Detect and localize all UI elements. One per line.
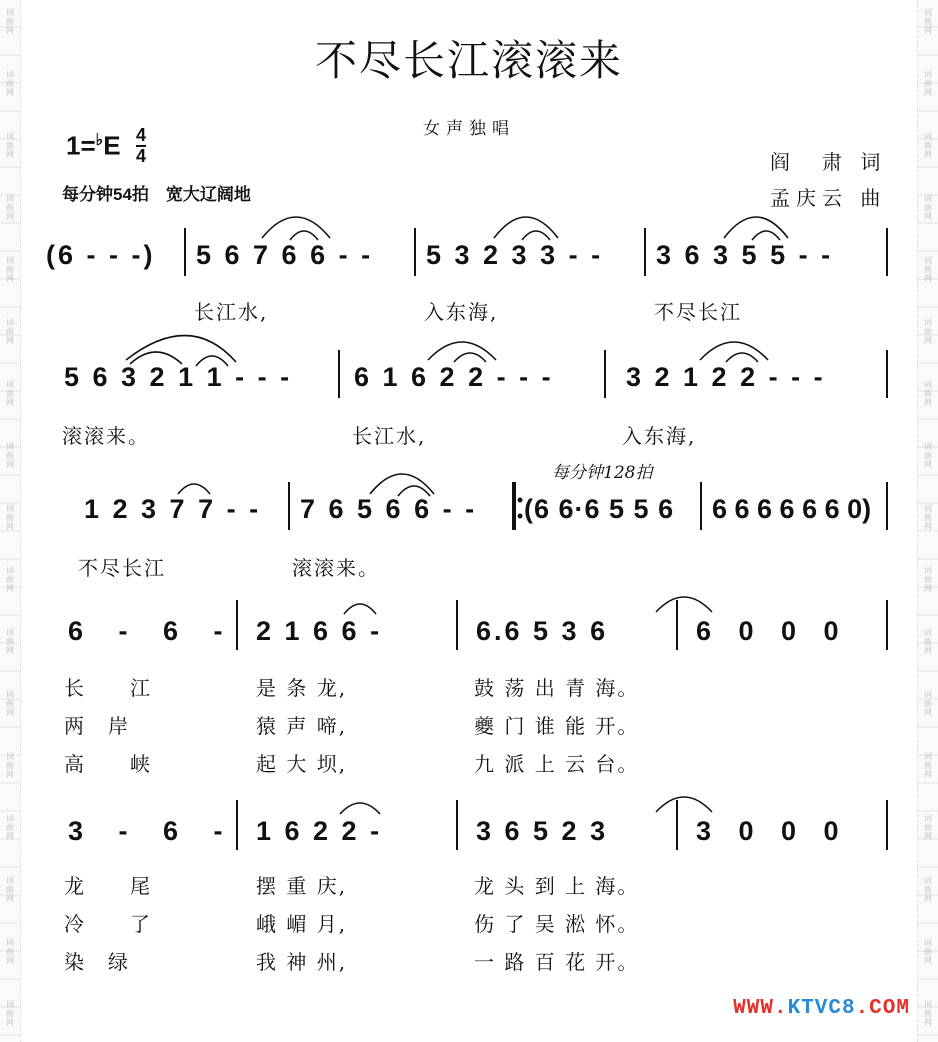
measure-notes: 1 6 2 2 - <box>256 816 383 846</box>
measure-notes: 3 6 3 5 5 - - <box>656 240 834 270</box>
sidebar-watermark-text: 词 曲 网 <box>6 132 14 159</box>
tie <box>522 231 550 240</box>
sidebar-watermark-text: 词 曲 网 <box>6 504 14 531</box>
verse-lyric: 我 神 州, <box>256 950 348 974</box>
watermark-prefix: WWW. <box>733 997 788 1020</box>
lyric: 长江水, <box>194 300 269 324</box>
verse-lyric: 两 岸 <box>64 714 130 738</box>
sidebar-watermark-text: 词 曲 网 <box>6 690 14 717</box>
sidebar-watermark-text: 词 曲 网 <box>6 566 14 593</box>
tie <box>454 353 486 362</box>
sidebar-watermark-text: 词 曲 网 <box>924 132 932 159</box>
measure-notes: 5 6 7 6 6 - - <box>196 240 374 270</box>
sidebar-watermark-text: 词 曲 网 <box>6 194 14 221</box>
lyric: 入东海, <box>622 424 697 448</box>
tie <box>290 231 318 240</box>
flat-sign: ♭ <box>95 132 104 149</box>
verse-lyric: 冷 了 <box>64 912 152 936</box>
sidebar-watermark-text: 词 曲 网 <box>6 442 14 469</box>
watermark-brand: KTVC8 <box>787 997 856 1020</box>
lyricist-credit: 阎 肃 词 <box>770 150 887 174</box>
sidebar-watermark-text: 词 曲 网 <box>924 876 932 903</box>
measure-notes: 3 6 5 2 3 <box>476 816 609 846</box>
sidebar-watermark-text: 词 曲 网 <box>6 380 14 407</box>
sidebar-watermark-text: 词 曲 网 <box>6 876 14 903</box>
measure-notes: 1 2 3 7 7 - - <box>84 494 262 524</box>
measure-notes: 6 1 6 2 2 - - - <box>354 362 554 392</box>
tempo-marking: 每分钟54拍 宽大辽阔地 <box>62 185 251 204</box>
slur <box>130 352 182 364</box>
sidebar-watermark-text: 词 曲 网 <box>6 1000 14 1027</box>
verse-lyric: 龙 头 到 上 海。 <box>474 874 640 898</box>
sidebar-watermark-text: 词 曲 网 <box>6 938 14 965</box>
sidebar-watermark-text: 词 曲 网 <box>6 256 14 283</box>
watermark-suffix: .COM <box>855 997 910 1020</box>
verse-lyric: 摆 重 庆, <box>256 874 348 898</box>
lyric: 不尽长江 <box>654 300 742 324</box>
verse-lyric: 龙 尾 <box>64 874 152 898</box>
tie <box>344 604 376 614</box>
verse-lyric: 峨 嵋 月, <box>256 912 348 936</box>
sidebar-watermark-text: 词 曲 网 <box>924 690 932 717</box>
measure-notes: 6.6 5 3 6 <box>476 616 609 646</box>
sidebar-watermark-text: 词 曲 网 <box>924 318 932 345</box>
sidebar-watermark-text: 词 曲 网 <box>924 938 932 965</box>
sidebar-watermark-text: 词 曲 网 <box>924 70 932 97</box>
slur <box>700 342 768 360</box>
measure-notes: 5 6 3 2 1 1 - - - <box>64 362 293 392</box>
measure-notes: (6 6·6 5 5 6 <box>524 494 675 524</box>
song-title: 不尽长江滚滚来 <box>314 36 623 85</box>
sidebar-watermark-text: 词 曲 网 <box>6 814 14 841</box>
tempo-change-marking: 每分钟128拍 <box>552 463 653 483</box>
meter-top: 4 <box>136 125 147 145</box>
measure-notes: 3 - 6 - <box>68 816 237 846</box>
sidebar-watermark-text: 词 曲 网 <box>6 70 14 97</box>
measure-notes: 3 2 1 2 2 - - - <box>626 362 826 392</box>
sidebar-watermark-text: 词 曲 网 <box>6 628 14 655</box>
tie <box>398 486 430 496</box>
verse-lyric: 染 绿 <box>64 950 130 974</box>
sidebar-watermark-text: 词 曲 网 <box>924 566 932 593</box>
tie <box>752 231 780 240</box>
meter-bottom: 4 <box>136 146 147 166</box>
performance-type: 女声独唱 <box>423 119 515 139</box>
verse-lyric: 猿 声 啼, <box>256 714 348 738</box>
verse-lyric: 伤 了 吴 淞 怀。 <box>474 912 640 936</box>
sidebar-watermark-text: 词 曲 网 <box>924 752 932 779</box>
measure-notes: 6 - 6 - <box>68 616 237 646</box>
sidebar-watermark-text: 词 曲 网 <box>924 194 932 221</box>
sidebar-watermark-text: 词 曲 网 <box>6 8 14 35</box>
verse-lyric: 起 大 坝, <box>256 752 348 776</box>
measure-notes: 7 6 5 6 6 - - <box>300 494 478 524</box>
sidebar-watermark-text: 词 曲 网 <box>924 504 932 531</box>
sidebar-watermark-text: 词 曲 网 <box>924 628 932 655</box>
sidebar-watermark-text: 词 曲 网 <box>6 318 14 345</box>
measure-notes: 6 0 0 0 <box>696 616 849 646</box>
verse-lyric: 夔 门 谁 能 开。 <box>474 714 640 738</box>
verse-lyric: 长 江 <box>64 676 152 700</box>
verse-lyric: 一 路 百 花 开。 <box>474 950 640 974</box>
slur <box>656 597 712 612</box>
tie <box>726 353 758 362</box>
sidebar-watermark-text: 词 曲 网 <box>924 1000 932 1027</box>
sidebar-watermark-text: 词 曲 网 <box>924 380 932 407</box>
sidebar-watermark-text: 词 曲 网 <box>6 752 14 779</box>
measure-notes: 5 3 2 3 3 - - <box>426 240 604 270</box>
sidebar-watermark-text: 词 曲 网 <box>924 442 932 469</box>
measure-notes: 3 0 0 0 <box>696 816 849 846</box>
lyric: 入东海, <box>424 300 499 324</box>
sidebar-watermark-text: 词 曲 网 <box>924 256 932 283</box>
site-watermark <box>733 997 910 1020</box>
measure-notes: (6 - - -) <box>46 240 156 270</box>
composer-credit: 孟庆云 曲 <box>770 186 887 210</box>
lyric: 滚滚来。 <box>292 556 380 580</box>
verse-lyric: 高 峡 <box>64 752 152 776</box>
tie <box>196 356 228 366</box>
repeat-dot <box>518 514 523 519</box>
lyric: 滚滚来。 <box>62 424 150 448</box>
verse-lyric: 是 条 龙, <box>256 676 348 700</box>
slur <box>428 342 496 360</box>
tie <box>340 803 380 814</box>
lyric: 长江水, <box>352 424 427 448</box>
key-prefix: 1= <box>66 130 96 161</box>
measure-notes: 2 1 6 6 - <box>256 616 383 646</box>
lyric: 不尽长江 <box>78 556 166 580</box>
sidebar-watermark-text: 词 曲 网 <box>924 814 932 841</box>
verse-lyric: 鼓 荡 出 青 海。 <box>474 676 640 700</box>
measure-notes: 6 6 6 6 6 6 0) <box>712 494 872 524</box>
key-note: E <box>103 130 121 161</box>
repeat-dot <box>518 498 523 503</box>
slur <box>656 797 712 812</box>
sidebar-watermark-text: 词 曲 网 <box>924 8 932 35</box>
tie <box>178 484 210 494</box>
verse-lyric: 九 派 上 云 台。 <box>474 752 640 776</box>
